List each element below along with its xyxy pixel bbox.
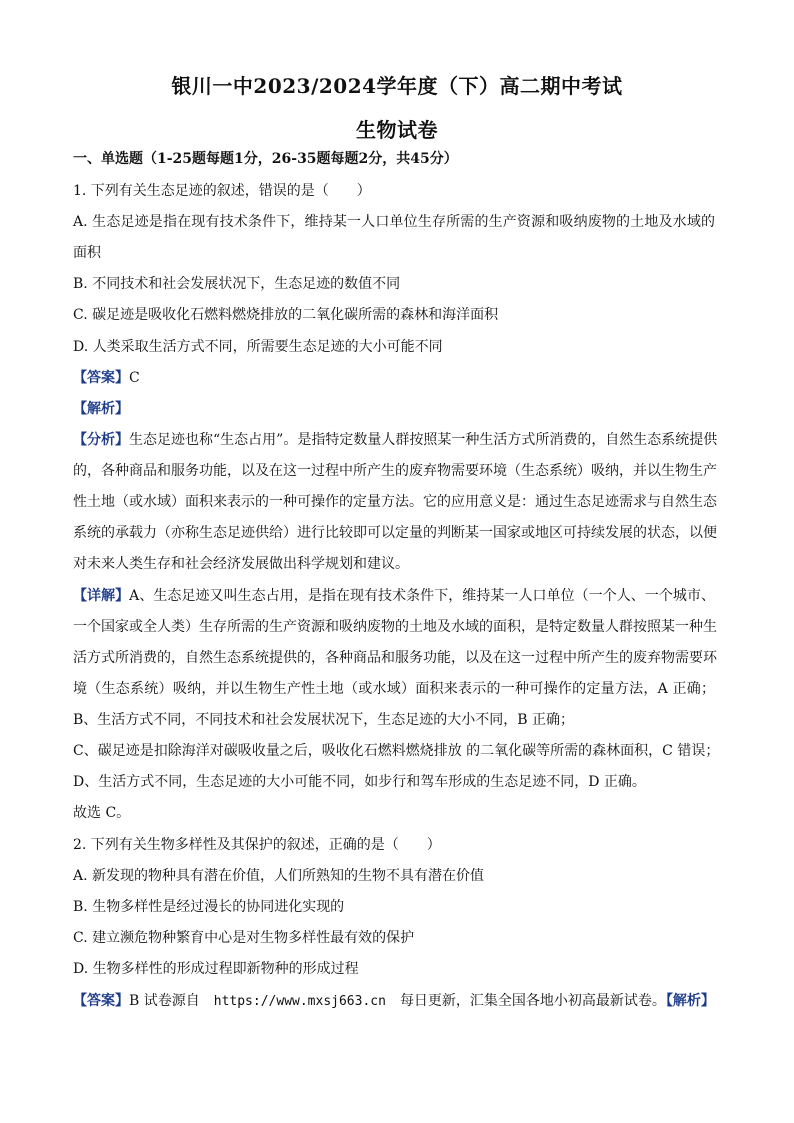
analysis-tag: 【解析】	[665, 993, 715, 1009]
q2-option-b: B. 生物多样性是经过漫长的协同进化实现的	[73, 899, 345, 915]
q1-option-a: A. 生态足迹是指在现有技术条件下，维持某一人口单位生存所需的生产资源和吸纳废物的土地及水域的	[73, 214, 715, 230]
q2-option-d: D. 生物多样性的形成过程即新物种的形成过程	[73, 961, 359, 977]
answer-tag: 【答案】	[73, 370, 129, 386]
q1-fenxi-5: 对未来人类生存和社会经济发展做出科学规划和建议。	[73, 556, 409, 572]
answer-value: C	[129, 370, 140, 386]
xiangjie-tag: 【详解】	[73, 588, 130, 604]
q1-xiangjie-3: 活方式所消费的，自然生态系统提供的，各种商品和服务功能，以及在这一过程中所产生的废弃物需要环	[73, 650, 717, 666]
q1-answer	[73, 369, 140, 387]
q1-xiangjie-7: D、生活方式不同，生态足迹的大小可能不同，如步行和驾车形成的生态足迹不同，D 正确。	[73, 774, 646, 790]
q1-option-b: B. 不同技术和社会发展状况下，生态足迹的数值不同	[73, 276, 401, 292]
q1-conclusion: 故选 C。	[73, 805, 131, 821]
q1-xiangjie-5: B、生活方式不同，不同技术和社会发展状况下，生态足迹的大小不同，B 正确；	[73, 712, 575, 728]
q2-stem: 2. 下列有关生物多样性及其保护的叙述，正确的是（ ）	[73, 837, 441, 853]
section-heading: 一、单选题（1-25题每题1分，26-35题每题2分，共45分）	[73, 151, 458, 167]
q1-option-c: C. 碳足迹是吸收化石燃料燃烧排放的二氧化碳所需的森林和海洋面积	[73, 307, 499, 323]
q2-answer-row	[73, 992, 715, 1011]
q1-analysis-label	[73, 400, 129, 418]
fenxi-text-1: 生态足迹也称“生态占用”。是指特定数量人群按照某一种生活方式所消费的，自然生态系统提供	[129, 432, 718, 448]
q1-xiangjie-6: C、碳足迹是扣除海洋对碳吸收量之后，吸收化石燃料燃烧排放 的二氧化碳等所需的森林面积，C 错误；	[73, 743, 720, 759]
q1-option-d: D. 人类采取生活方式不同，所需要生态足迹的大小可能不同	[73, 339, 443, 355]
exam-title: 银川一中2023/2024学年度（下）高二期中考试	[171, 74, 623, 98]
exam-subtitle: 生物试卷	[356, 118, 438, 142]
xiangjie-text-1: A、生态足迹又叫生态占用，是指在现有技术条件下，维持某一人口单位（一个人、一个城市、	[129, 588, 716, 604]
q1-xiangjie-2: 一个国家或全人类）生存所需的生产资源和吸纳废物的土地及水域的面积，是特定数量人群按照某一种生	[73, 619, 717, 635]
answer-tag: 【答案】	[73, 993, 129, 1009]
q1-xiangjie-1	[73, 587, 715, 605]
q1-fenxi-1	[73, 431, 718, 449]
source-link[interactable]: https://www.mxsj663.cn	[213, 994, 386, 1009]
q2-option-a: A. 新发现的物种具有潜在价值，人们所熟知的生物不具有潜在价值	[73, 868, 485, 884]
q1-fenxi-2: 的，各种商品和服务功能，以及在这一过程中所产生的废弃物需要环境（生态系统）吸纳，并以生物生产	[73, 463, 717, 479]
q1-stem: 1. 下列有关生态足迹的叙述，错误的是（ ）	[73, 183, 371, 199]
q1-option-a-cont: 面积	[73, 245, 101, 261]
q1-xiangjie-4: 境（生态系统）吸纳，并以生物生产性土地（或水域）面积来表示的一种可操作的定量方法，A 正确；	[73, 681, 715, 697]
source-note: 每日更新，汇集全国各地小初高最新试卷。	[399, 993, 666, 1009]
analysis-tag: 【解析】	[73, 401, 129, 417]
q1-fenxi-3: 性土地（或水域）面积来表示的一种可操作的定量方法。它的应用意义是：通过生态足迹需求与自然生态	[73, 494, 717, 510]
answer-value: B	[129, 993, 140, 1009]
fenxi-tag: 【分析】	[73, 432, 129, 448]
q2-option-c: C. 建立濒危物种繁育中心是对生物多样性最有效的保护	[73, 930, 415, 946]
q1-fenxi-4: 系统的承载力（亦称生态足迹供给）进行比较即可以定量的判断某一国家或地区可持续发展的状态，以便	[73, 525, 717, 541]
source-text: 试卷源自	[143, 993, 200, 1009]
